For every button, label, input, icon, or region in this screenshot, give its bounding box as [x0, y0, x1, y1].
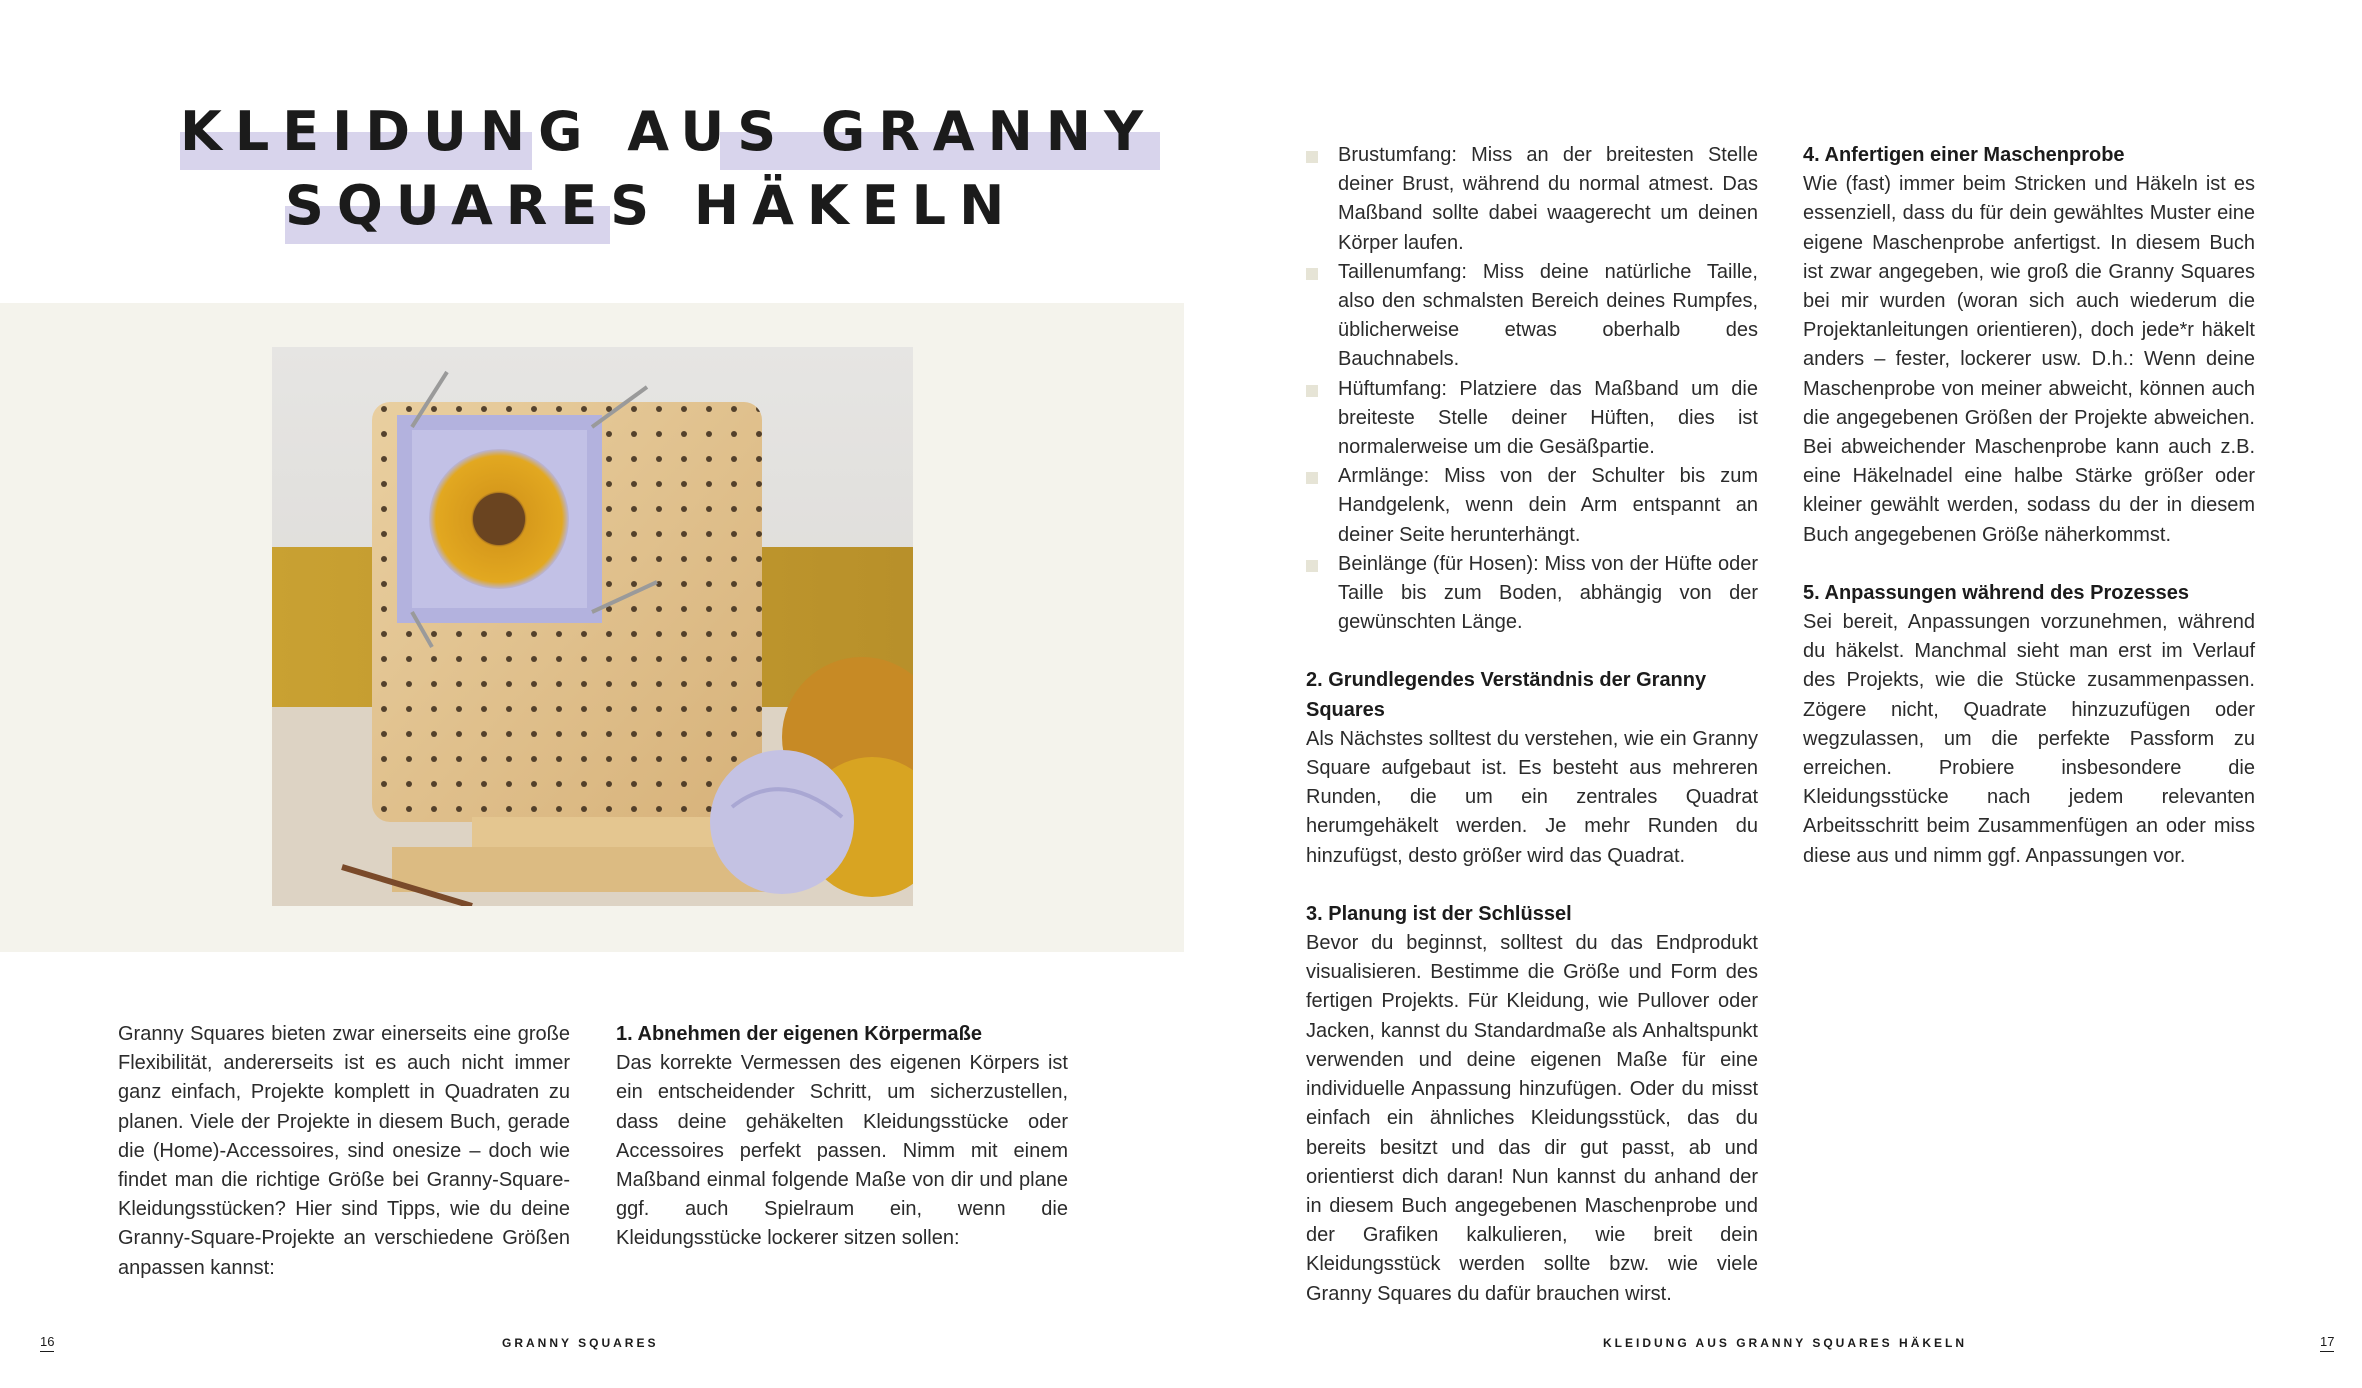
- list-item: Brustumfang: Miss an der breitesten Stelle deiner Brust, während du normal atmest. Das Maßband sollte dabei waagerecht um deinen Körper laufen.: [1306, 141, 1758, 258]
- right-column-1: [1306, 141, 1758, 1309]
- intro-text: Granny Squares bieten zwar einerseits eine große Flexibilität, andererseits ist es auch nicht immer ganz einfach, Projekte komplett in Quadraten zu planen. Viele der Projekte in diesem Buch, gerade die (Home)-Accessoires, sind onesize – doch wie findet man die richtige Größe bei Granny-Square-Kleidungsstücken? Hier sind Tipps, wie du deine Granny-Square-Projekte an verschiedene Größen anpassen kannst:: [118, 1023, 570, 1279]
- intro-column: [118, 1020, 570, 1283]
- section-1-heading: 1. Abnehmen der eigenen Körpermaße: [616, 1023, 983, 1045]
- right-column-2: [1803, 141, 2255, 871]
- crochet-photo-illustration: [272, 347, 913, 906]
- section-1-column: [616, 1020, 1068, 1254]
- right-page: [1181, 0, 2362, 1388]
- section-5-text: Sei bereit, Anpassungen vorzunehmen, während du häkelst. Manchmal sieht man erst im Verlauf des Projekts, wie die Stücke zusammenpassen. Zögere nicht, Quadrate hinzuzufügen oder wegzulassen, um die perfekte Passform zu erreichen. Probiere insbesondere die Kleidungsstücke nach jedem relevanten Arbeitsschritt beim Zusammenfügen an oder miss diese aus und nimm ggf. Anpassungen vor.: [1803, 611, 2255, 867]
- section-1-text: Das korrekte Vermessen des eigenen Körpers ist ein entscheidender Schritt, um sicherzustellen, dass deine gehäkelten Kleidungsstücke oder Accessoires perfekt passen. Nimm mit einem Maßband einmal folgende Maße von dir und plane ggf. auch Spielraum ein, wenn die Kleidungsstücke lockerer sitzen sollen:: [616, 1052, 1068, 1250]
- title-line-2: SQUARES HÄKELN: [285, 174, 1018, 237]
- list-item: Taillenumfang: Miss deine natürliche Taille, also den schmalsten Bereich deines Rumpfes, üblicherweise etwas oberhalb des Bauchnabels.: [1306, 258, 1758, 375]
- measurement-list: [1306, 141, 1758, 637]
- photo-granny-square-board: [272, 347, 913, 906]
- list-item: Armlänge: Miss von der Schulter bis zum Handgelenk, wenn dein Arm entspannt an deiner Seite herunterhängt.: [1306, 462, 1758, 550]
- title-line-1: KLEIDUNG AUS GRANNY: [180, 100, 1157, 163]
- section-3-heading: 3. Planung ist der Schlüssel: [1306, 902, 1572, 925]
- page-number-right: 17: [2320, 1334, 2335, 1349]
- list-item: Beinlänge (für Hosen): Miss von der Hüfte oder Taille bis zum Boden, abhängig von der gewünschten Länge.: [1306, 550, 1758, 638]
- section-4-heading: 4. Anfertigen einer Maschenprobe: [1803, 144, 2125, 166]
- list-item: Hüftumfang: Platziere das Maßband um die breiteste Stelle deiner Hüften, dies ist normalerweise um die Gesäßpartie.: [1306, 375, 1758, 463]
- section-5-heading: 5. Anpassungen während des Prozesses: [1803, 581, 2190, 604]
- footer-right: KLEIDUNG AUS GRANNY SQUARES HÄKELN: [1603, 1336, 1968, 1350]
- page-number-left: 16: [40, 1334, 55, 1349]
- footer-left: GRANNY SQUARES: [502, 1336, 659, 1350]
- section-2-heading: 2. Grundlegendes Verständnis der Granny Squares: [1306, 669, 1707, 721]
- section-4-text: Wie (fast) immer beim Stricken und Häkeln ist es essenziell, dass du für dein gewähltes Muster eine eigene Maschenprobe anfertigst. In diesem Buch ist zwar angegeben, wie groß die Granny Squares bei mir wurden (woran sich auch wiederum die Projektanleitungen orientieren), doch jede*r häkelt anders – fester, lockerer usw. D.h.: Wenn deine Maschenprobe von meiner abweicht, können auch die angegebenen Größen der Projekte abweichen. Bei abweichender Maschenprobe kann auch z.B. eine Häkelnadel eine halbe Stärke größer oder kleiner gewählt werden, sodass du der in diesem Buch angegebenen Größe näherkommst.: [1803, 173, 2255, 546]
- section-3-text: Bevor du beginnst, solltest du das Endprodukt visualisieren. Bestimme die Größe und Form des fertigen Projekts. Für Kleidung, wie Pullover oder Jacken, kannst du Standardmaße als Anhaltspunkt verwenden und deine eigenen Maße für eine individuelle Anpassung hinzufügen. Oder du misst einfach ein ähnliches Kleidungsstück, das du bereits besitzt und das dir gut passt, ab und orientierst dich daran! Nun kannst du anhand der in diesem Buch angegebenen Maschenprobe und der Grafiken kalkulieren, wie breit dein Kleidungsstück werden sollte bzw. wie viele Granny Squares du dafür brauchen wirst.: [1306, 932, 1758, 1305]
- section-2-text: Als Nächstes solltest du verstehen, wie ein Granny Square aufgebaut ist. Es besteht aus mehreren Runden, die um ein zentrales Quadrat herumgehäkelt werden. Je mehr Runden du hinzufügst, desto größer wird das Quadrat.: [1306, 727, 1758, 867]
